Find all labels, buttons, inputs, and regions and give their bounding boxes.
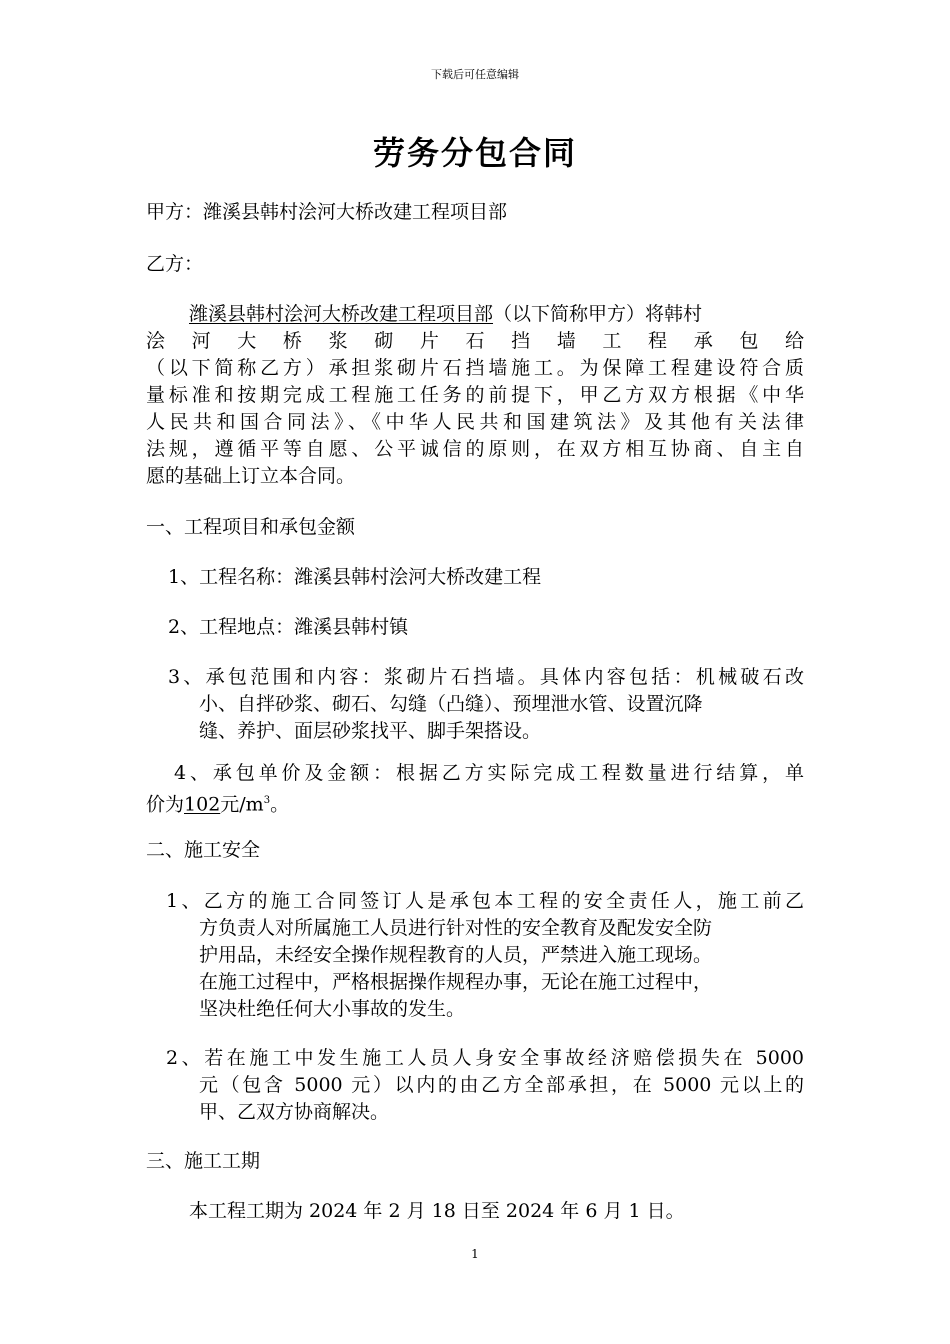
section-1-item-3-line-1: 3、承包范围和内容：浆砌片石挡墙。具体内容包括：机械破石改: [168, 666, 804, 688]
contract-title: 劳务分包合同: [372, 134, 577, 172]
intro-line-7: 愿的基础上订立本合同。: [146, 465, 356, 487]
intro-line-1: [189, 301, 702, 328]
section-1-item-1: 1、工程名称：潍溪县韩村浍河大桥改建工程: [168, 566, 542, 588]
section-1-heading: 一、工程项目和承包金额: [146, 516, 356, 538]
unit-price-superscript: 3: [263, 795, 271, 806]
unit-price-unit: 元/m: [220, 793, 264, 816]
party-a-name-underlined: 潍溪县韩村浍河大桥改建工程项目部: [189, 303, 494, 325]
intro-line-6: 法规，遵循平等自愿、公平诚信的原则，在双方相互协商、自主自: [146, 438, 804, 460]
section-1-item-4-line-2: [146, 787, 289, 818]
section-1-item-2: 2、工程地点：潍溪县韩村镇: [168, 616, 409, 638]
intro-line-3: （以下简称乙方）承担浆砌片石挡墙施工。为保障工程建设符合质: [146, 357, 804, 379]
intro-line-1-rest: （以下简称甲方）将韩村: [493, 303, 703, 325]
section-2-item-1-line-1: 1、乙方的施工合同签订人是承包本工程的安全责任人，施工前乙: [166, 890, 804, 912]
party-a-line: 甲方：潍溪县韩村浍河大桥改建工程项目部: [146, 201, 508, 223]
unit-price-value: 102: [184, 793, 221, 816]
section-2-item-2-line-2: 元（包含 5000 元）以内的由乙方全部承担，在 5000 元以上的: [199, 1074, 804, 1096]
page-header-note: 下载后可任意编辑: [431, 68, 519, 81]
intro-line-2: 浍河大桥浆砌片石挡墙工程承包给: [146, 330, 804, 352]
section-2-heading: 二、施工安全: [146, 839, 261, 861]
section-2-item-1-line-2: 方负责人对所属施工人员进行针对性的安全教育及配发安全防: [199, 917, 713, 939]
section-2-item-2-line-3: 甲、乙双方协商解决。: [199, 1101, 390, 1123]
section-3-text: 本工程工期为 2024 年 2 月 18 日至 2024 年 6 月 1 日。: [189, 1200, 685, 1222]
section-2-item-2-line-1: 2、若在施工中发生施工人员人身安全事故经济赔偿损失在 5000: [166, 1047, 804, 1069]
section-3-heading: 三、施工工期: [146, 1150, 261, 1172]
party-b-line: 乙方：: [146, 253, 204, 275]
unit-price-prefix: 价为: [146, 793, 185, 816]
section-2-item-1-line-3: 护用品，未经安全操作规程教育的人员，严禁进入施工现场。: [199, 944, 713, 966]
section-2-item-1-line-5: 坚决杜绝任何大小事故的发生。: [199, 998, 466, 1020]
intro-line-5: 人民共和国合同法》、《中华人民共和国建筑法》及其他有关法律: [146, 411, 804, 433]
intro-line-4: 量标准和按期完成工程施工任务的前提下，甲乙方双方根据《中华: [146, 384, 804, 406]
section-1-item-3-line-2: 小、自拌砂浆、砌石、勾缝（凸缝）、预埋泄水管、设置沉降: [199, 693, 703, 715]
unit-price-end: 。: [270, 793, 290, 816]
section-2-item-1-line-4: 在施工过程中，严格根据操作规程办事，无论在施工过程中，: [199, 971, 713, 993]
section-1-item-4-line-1: 4、承包单价及金额：根据乙方实际完成工程数量进行结算，单: [174, 762, 804, 784]
page-number: 1: [471, 1247, 479, 1261]
section-1-item-3-line-3: 缝、养护、面层砂浆找平、脚手架搭设。: [199, 720, 542, 742]
